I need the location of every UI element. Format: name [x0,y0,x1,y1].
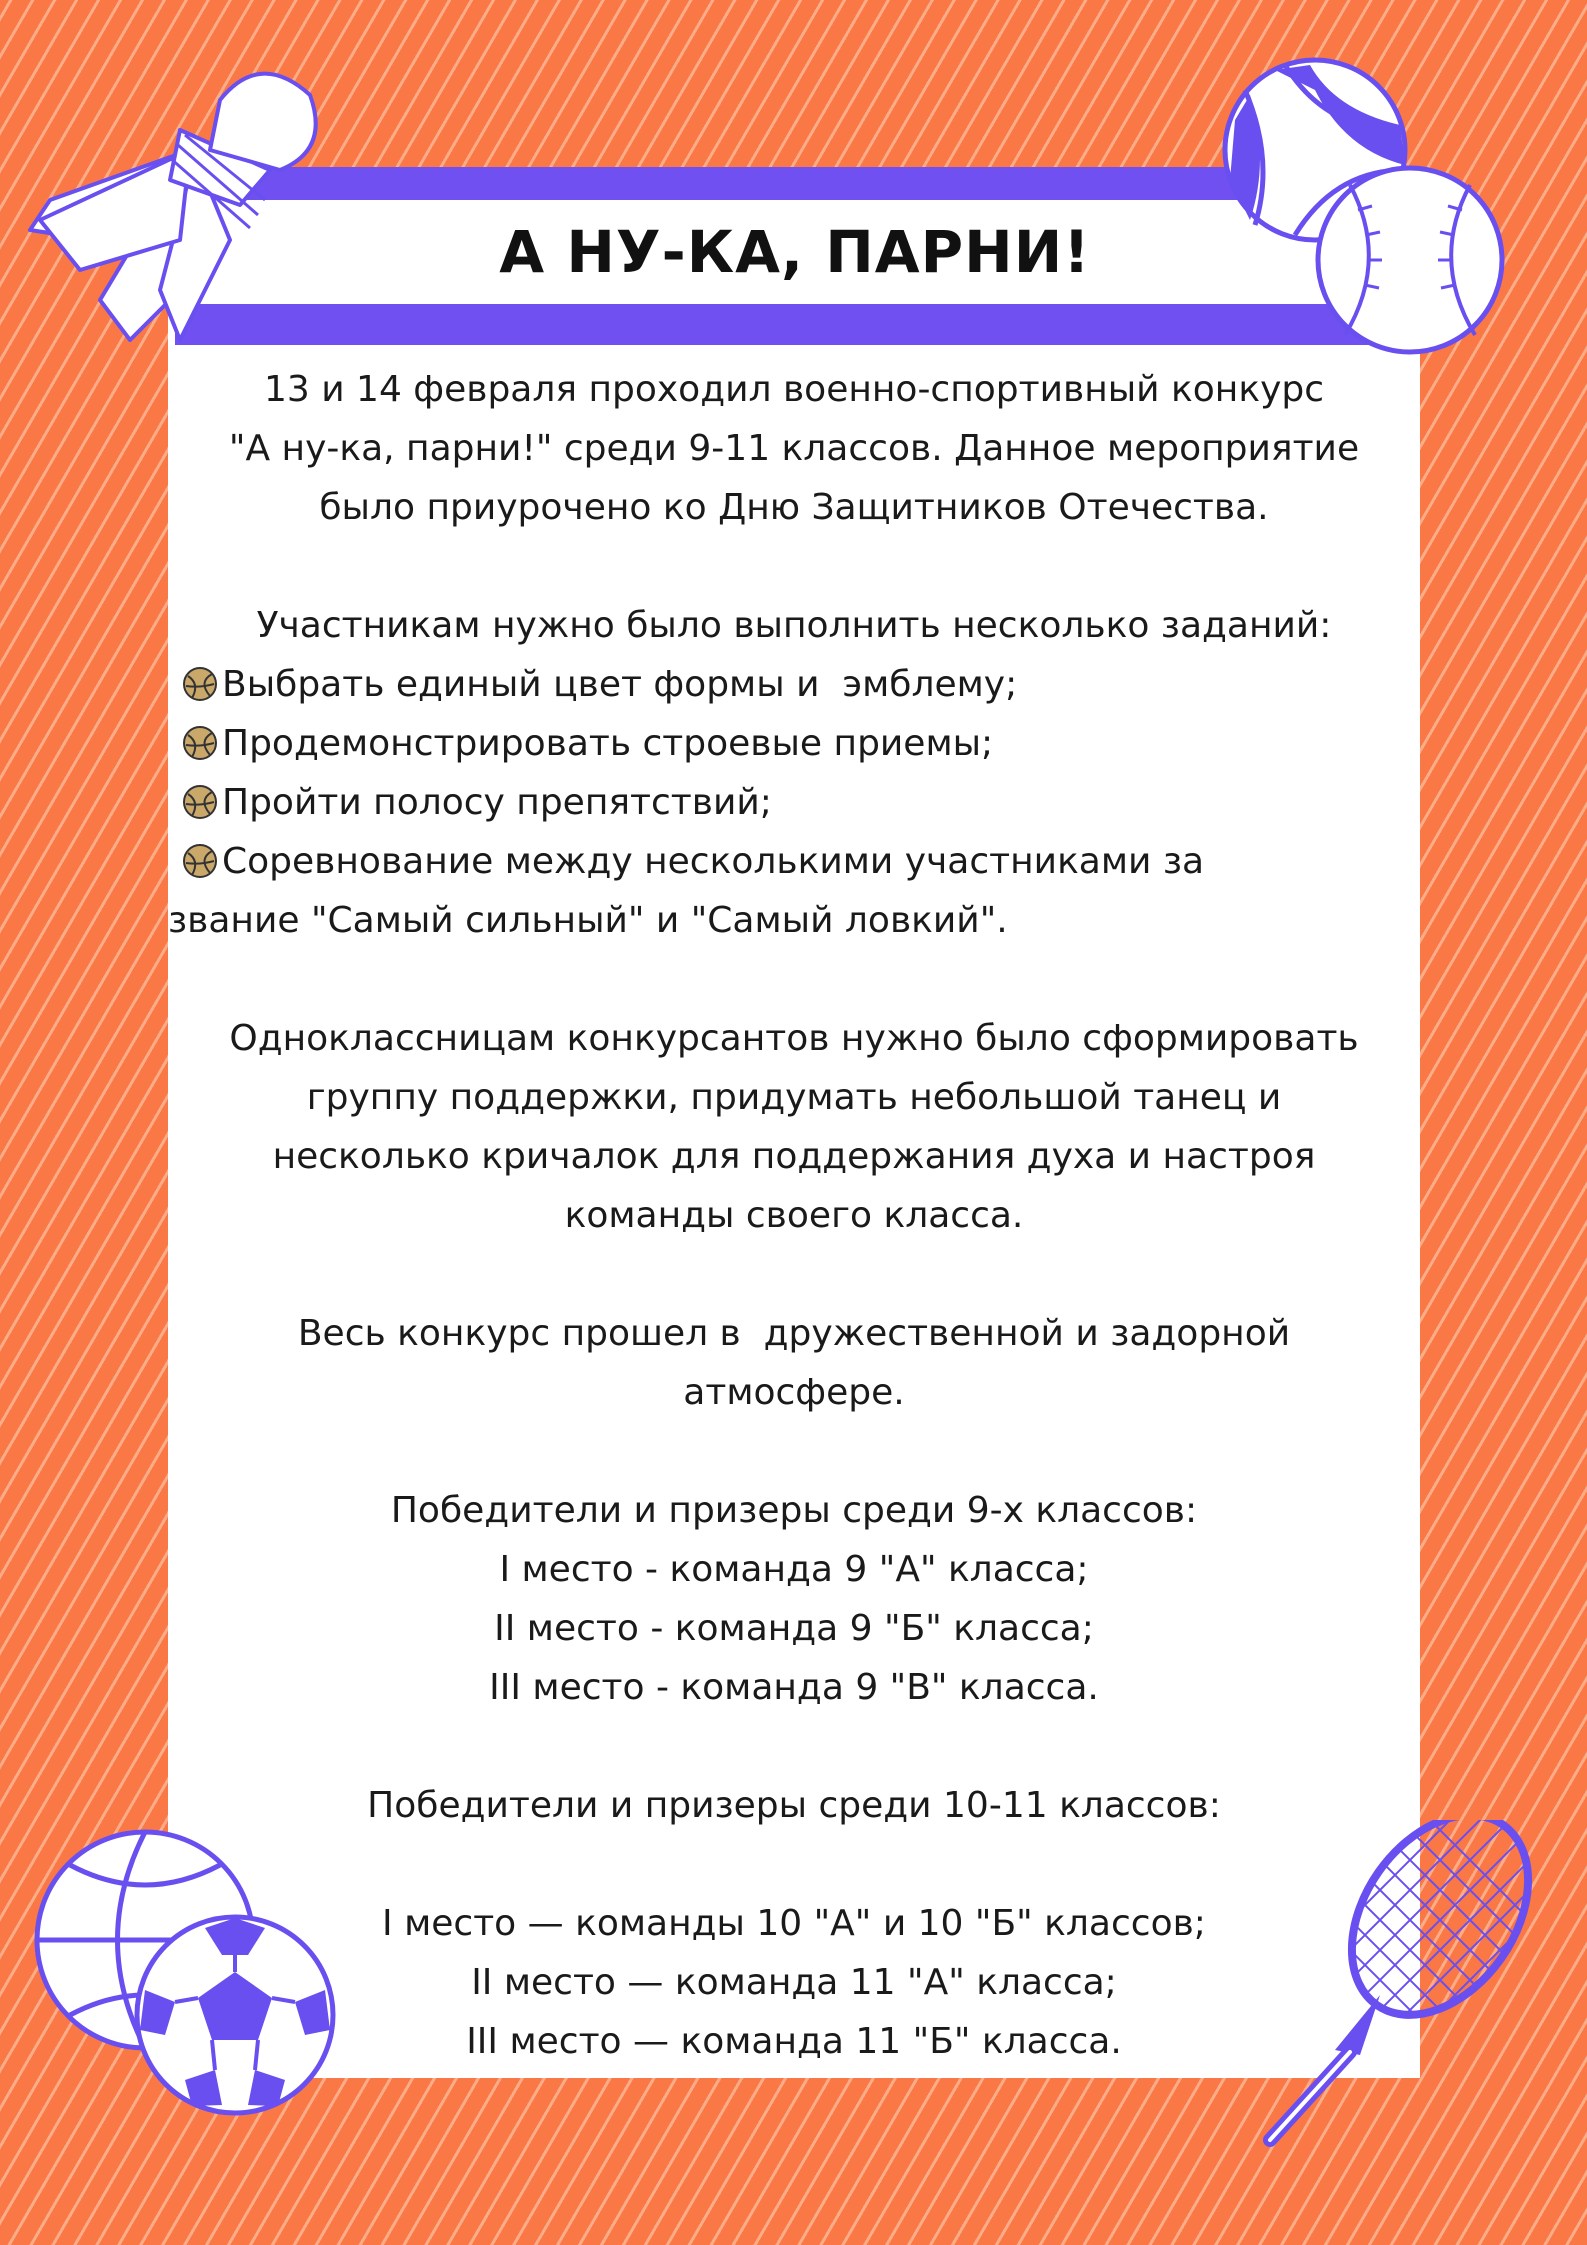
winner-line: I место — команды 10 "А" и 10 "Б" классов; [382,1903,1206,1944]
support-line: несколько кричалок для поддержания духа и настроя [272,1136,1316,1177]
list-item [168,832,1420,891]
ball-bullet-icon [182,666,218,702]
task-text: Соревнование между несколькими участниками за [222,841,1205,882]
winner-line: III место — команда 11 "Б" класса. [466,2021,1122,2062]
task-text: Выбрать единый цвет формы и эмблему; [222,664,1018,705]
winner-line: II место - команда 9 "Б" класса; [494,1608,1094,1649]
baseball-icon [1310,160,1510,360]
winners-10-11-heading: Победители и призеры среди 10-11 классов: [367,1785,1221,1826]
support-line: группу поддержки, придумать небольшой танец и [306,1077,1282,1118]
atmosphere-line: атмосфере. [683,1372,905,1413]
tasks-heading: Участникам нужно было выполнить несколько заданий: [256,605,1332,646]
intro-line: было приурочено ко Дню Защитников Отечества. [319,487,1269,528]
article-body [168,360,1420,2071]
winner-line: III место - команда 9 "В" класса. [489,1667,1099,1708]
list-item [168,714,1420,773]
support-line: Одноклассницам конкурсантов нужно было сформировать [229,1018,1359,1059]
list-item [168,773,1420,832]
winner-line: II место — команда 11 "А" класса; [471,1962,1117,2003]
atmosphere-line: Весь конкурс прошел в дружественной и задорной [297,1313,1291,1354]
winners-9-heading: Победители и призеры среди 9-х классов: [390,1490,1198,1531]
ball-bullet-icon [182,784,218,820]
ball-bullet-icon [182,843,218,879]
list-item [168,655,1420,714]
winner-line: I место - команда 9 "А" класса; [499,1549,1089,1590]
task-tail: звание "Самый сильный" и "Самый ловкий". [168,900,1008,941]
page-title: А НУ-КА, ПАРНИ! [499,218,1091,286]
support-line: команды своего класса. [564,1195,1024,1236]
task-text: Продемонстрировать строевые приемы; [222,723,994,764]
task-text: Пройти полосу препятствий; [222,782,772,823]
shuttlecock-icon [10,40,320,360]
intro-line: 13 и 14 февраля проходил военно-спортивный конкурс [263,369,1325,410]
intro-line: "А ну-ка, парни!" среди 9-11 классов. Данное мероприятие [228,428,1360,469]
ball-bullet-icon [182,725,218,761]
